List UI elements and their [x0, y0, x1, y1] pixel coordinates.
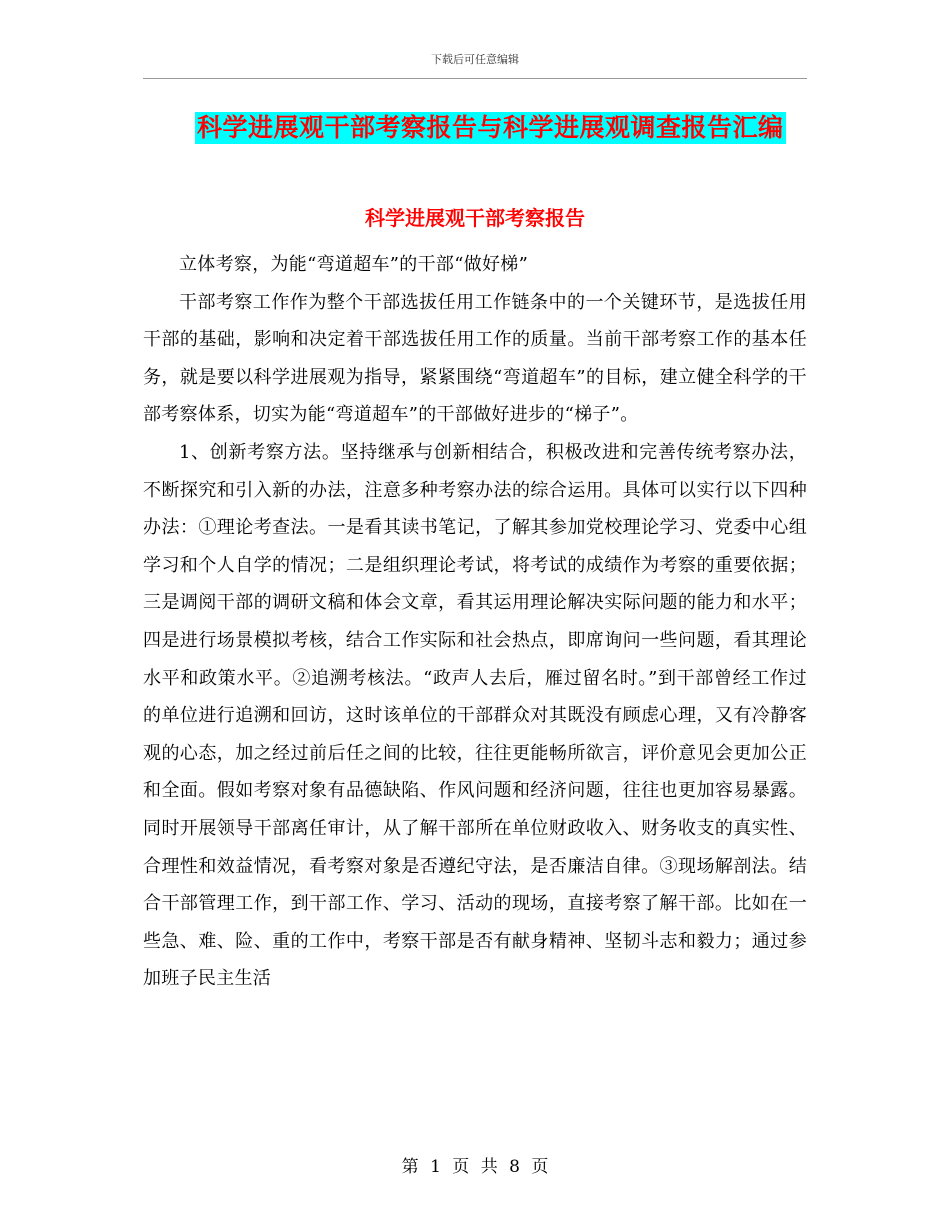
- document-body: [143, 246, 807, 998]
- page-header-note: 下载后可任意编辑: [431, 53, 519, 66]
- page-number-footer: 第 1 页 共 8 页: [401, 1157, 549, 1177]
- body-paragraph: 立体考察，为能“弯道超车”的干部“做好梯”: [179, 254, 529, 275]
- section-title: 科学进展观干部考察报告: [365, 206, 585, 230]
- document-main-title: 科学进展观干部考察报告与科学进展观调查报告汇编: [197, 113, 784, 142]
- body-paragraph: 干部考察工作作为整个干部选拔任用工作链条中的一个关键环节，是选拔任用干部的基础，影响和决定着干部选拔任用工作的质量。当前干部考察工作的基本任务，就是要以科学进展观为指导，紧紧围绕“弯道超车”的目标，建立健全科学的干部考察体系，切实为能“弯道超车”的干部做好进步的“梯子”。: [143, 291, 807, 426]
- header-divider: [143, 78, 807, 79]
- body-paragraph: 1、创新考察方法。坚持继承与创新相结合，积极改进和完善传统考察办法，不断探究和引入新的办法，注意多种考察办法的综合运用。具体可以实行以下四种办法：①理论考查法。一是看其读书笔记，了解其参加党校理论学习、党委中心组学习和个人自学的情况；二是组织理论考试，将考试的成绩作为考察的重要依据；三是调阅干部的调研文稿和体会文章，看其运用理论解决实际问题的能力和水平；四是进行场景模拟考核，结合工作实际和社会热点，即席询问一些问题，看其理论水平和政策水平。②追溯考核法。“政声人去后，雁过留名时。”到干部曾经工作过的单位进行追溯和回访，这时该单位的干部群众对其既没有顾虑心理，又有冷静客观的心态，加之经过前后任之间的比较，往往更能畅所欲言，评价意见会更加公正和全面。假如考察对象有品德缺陷、作风问题和经济问题，往往也更加容易暴露。同时开展领导干部离任审计，从了解干部所在单位财政收入、财务收支的真实性、合理性和效益情况，看考察对象是否遵纪守法，是否廉洁自律。③现场解剖法。结合干部管理工作，到干部工作、学习、活动的现场，直接考察了解干部。比如在一些急、难、险、重的工作中，考察干部是否有献身精神、坚韧斗志和毅力；通过参加班子民主生活: [143, 441, 807, 990]
